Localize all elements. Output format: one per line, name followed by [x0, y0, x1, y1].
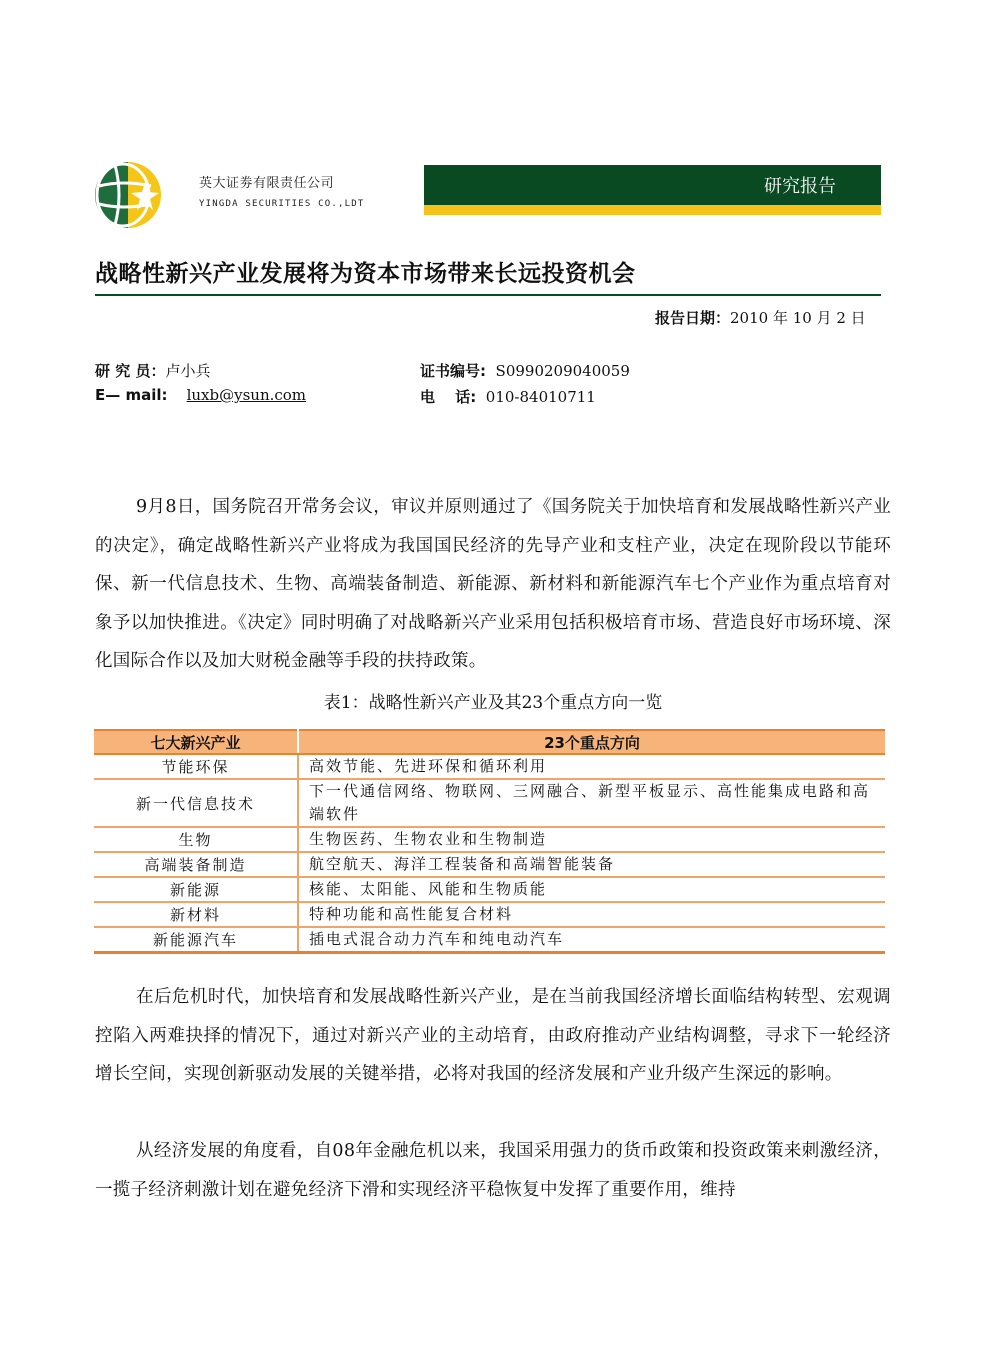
industry-cell: 高端装备制造 [94, 852, 298, 877]
body-paragraph: 在后危机时代，加快培育和发展战略性新兴产业，是在当前我国经济增长面临结构转型、宏观调控陷入两难抉择的情况下，通过对新兴产业的主动培育，由政府推动产业结构调整，寻求下一轮经济增长空间，实现创新驱动发展的关键举措，必将对我国的经济发展和产业升级产生深远的影响。 [95, 987, 891, 1085]
phone-number: 010-84010711 [485, 388, 596, 406]
body-paragraph: 9月8日，国务院召开常务会议，审议并原则通过了《国务院关于加快培育和发展战略性新兴产业的决定》，确定战略性新兴产业将成为我国国民经济的先导产业和支柱产业，决定在现阶段以节能环保、新一代信息技术、生物、高端装备制造、新能源、新材料和新能源汽车七个产业作为重点培育对象予以加快推进。《决定》同时明确了对战略新兴产业采用包括积极培育市场、营造良好市场环境、深化国际合作以及加大财税金融等手段的扶持政策。 [95, 497, 891, 672]
table-row [94, 779, 885, 827]
direction-cell: 核能、太阳能、风能和生物质能 [298, 877, 885, 902]
researcher-line [95, 360, 210, 381]
researcher-label: 研 究 员： [95, 362, 166, 380]
table-row [94, 902, 885, 927]
company-name-en: YINGDA SECURITIES CO.,LDT [199, 199, 365, 209]
table-header-directions: 23个重点方向 [298, 730, 885, 754]
direction-cell: 高效节能、先进环保和循环利用 [298, 754, 885, 779]
table-header-industry: 七大新兴产业 [94, 730, 298, 754]
direction-cell: 特种功能和高性能复合材料 [298, 902, 885, 927]
table-row [94, 927, 885, 953]
phone-line [420, 386, 596, 407]
direction-cell: 生物医药、生物农业和生物制造 [298, 827, 885, 852]
body-paragraph: 从经济发展的角度看，自08年金融危机以来，我国采用强力的货币政策和投资政策来刺激经济，一揽子经济刺激计划在避免经济下滑和实现经济平稳恢复中发挥了重要作用，维持 [95, 1141, 891, 1200]
certificate-label: 证书编号: [420, 362, 486, 380]
report-date [655, 307, 866, 328]
direction-cell: 插电式混合动力汽车和纯电动汽车 [298, 927, 885, 953]
direction-cell: 航空航天、海洋工程装备和高端智能装备 [298, 852, 885, 877]
phone-label: 电 话: [420, 388, 477, 406]
certificate-line [420, 360, 630, 381]
email-link[interactable]: luxb@ysun.com [186, 386, 307, 404]
table-header-row [94, 730, 885, 754]
table-caption: 表1：战略性新兴产业及其23个重点方向一览 [323, 693, 663, 713]
banner-stripe [424, 205, 881, 215]
industry-cell: 生物 [94, 827, 298, 852]
email-label: E— mail: [95, 386, 168, 404]
industry-cell: 节能环保 [94, 754, 298, 779]
report-date-label: 报告日期： [655, 309, 731, 327]
report-type-label: 研究报告 [764, 176, 836, 197]
industry-table [94, 729, 885, 954]
table-row [94, 827, 885, 852]
report-date-value: 2010 年 10 月 2 日 [730, 309, 866, 327]
table-row [94, 852, 885, 877]
researcher-name: 卢小兵 [165, 362, 211, 380]
report-title: 战略性新兴产业发展将为资本市场带来长远投资机会 [95, 261, 636, 287]
title-divider [95, 294, 881, 296]
company-logo-icon [93, 160, 163, 230]
industry-cell: 新能源汽车 [94, 927, 298, 953]
table-row [94, 754, 885, 779]
industry-cell: 新一代信息技术 [94, 779, 298, 827]
industry-cell: 新能源 [94, 877, 298, 902]
certificate-number: S0990209040059 [495, 362, 630, 380]
table-row [94, 877, 885, 902]
company-name-cn: 英大证劵有限责任公司 [199, 176, 335, 191]
direction-cell: 下一代通信网络、物联网、三网融合、新型平板显示、高性能集成电路和高端软件 [298, 779, 885, 827]
email-line [95, 386, 306, 404]
industry-cell: 新材料 [94, 902, 298, 927]
